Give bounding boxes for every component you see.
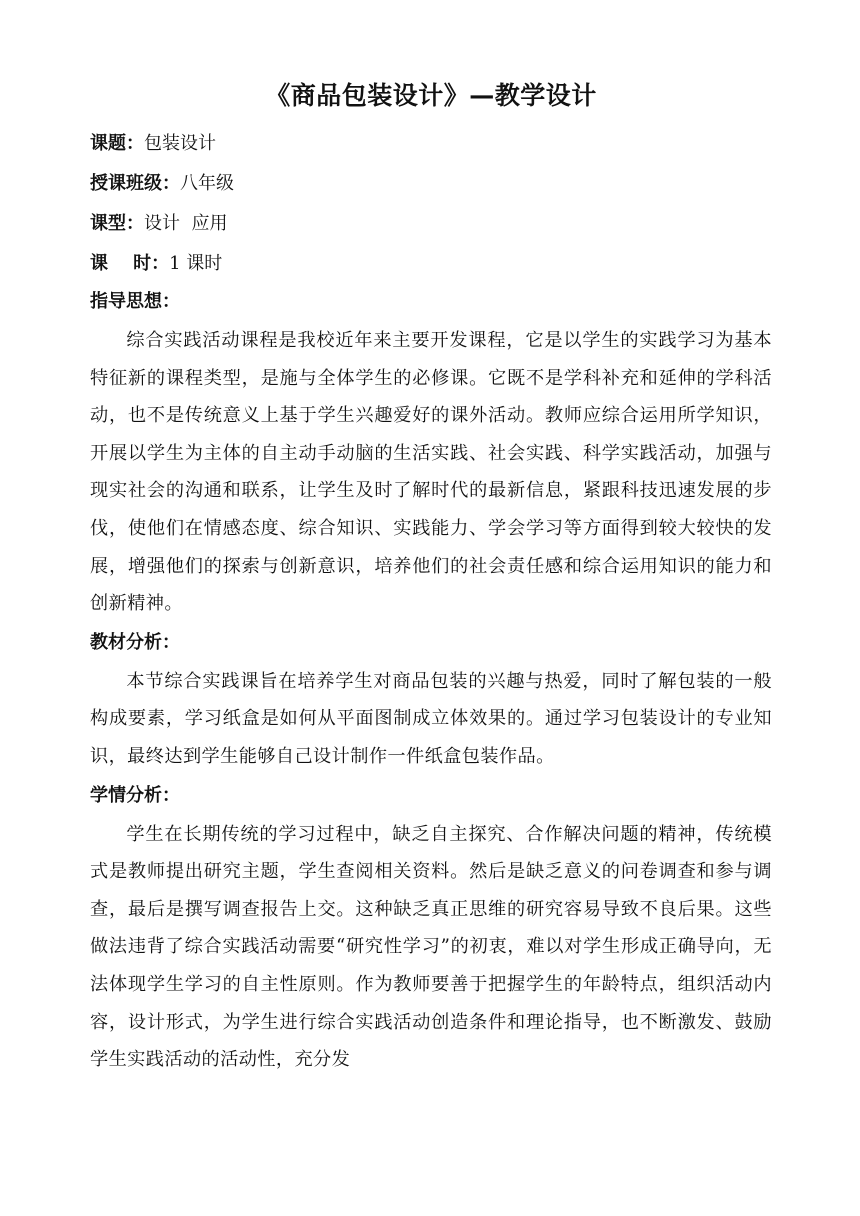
section-heading-student-analysis: 学情分析： (90, 784, 180, 806)
meta-lesson-type-value: 设计 应用 (144, 213, 228, 234)
meta-topic-label: 课题： (90, 133, 144, 154)
document-title: 《商品包装设计》—教学设计 (265, 81, 597, 110)
meta-lesson-type (90, 204, 772, 244)
meta-class-label: 授课班级： (90, 173, 180, 194)
meta-duration-value: 1 课时 (169, 253, 223, 274)
section-heading-material-analysis: 教材分析： (90, 631, 180, 653)
meta-duration-label: 课 时： (90, 253, 170, 274)
section-body-guiding-idea: 综合实践活动课程是我校近年来主要开发课程，它是以学生的实践学习为基本特征新的课程类型，是施与全体学生的必修课。它既不是学科补充和延伸的学科活动，也不是传统意义上基于学生兴趣爱好的课外活动。教师应综合运用所学知识，开展以学生为主体的自主动手动脑的生活实践、社会实践、科学实践活动，加强与现实社会的沟通和联系，让学生及时了解时代的最新信息，紧跟科技迅速发展的步伐，使他们在情感态度、综合知识、实践能力、学会学习等方面得到较大较快的发展，增强他们的探索与创新意识，培养他们的社会责任感和综合运用知识的能力和创新精神。 (90, 330, 772, 615)
document-page (90, 76, 772, 1081)
section-body-material-analysis: 本节综合实践课旨在培养学生对商品包装的兴趣与热爱，同时了解包装的一般构成要素，学习纸盒是如何从平面图制成立体效果的。通过学习包装设计的专业知识，最终达到学生能够自己设计制作一件纸盒包装作品。 (90, 670, 772, 767)
meta-duration (90, 244, 772, 284)
meta-topic (90, 124, 772, 164)
meta-class-value: 八年级 (180, 173, 234, 194)
meta-class (90, 164, 772, 204)
meta-topic-value: 包装设计 (144, 133, 216, 154)
section-body-student-analysis: 学生在长期传统的学习过程中，缺乏自主探究、合作解决问题的精神，传统模式是教师提出研究主题，学生查阅相关资料。然后是缺乏意义的问卷调查和参与调查，最后是撰写调查报告上交。这种缺乏真正思维的研究容易导致不良后果。这些做法违背了综合实践活动需要“研究性学习”的初衷，难以对学生形成正确导向，无法体现学生学习的自主性原则。作为教师要善于把握学生的年龄特点，组织活动内容，设计形式，为学生进行综合实践活动创造条件和理论指导，也不断激发、鼓励学生实践活动的活动性，充分发 (90, 823, 772, 1071)
meta-lesson-type-label: 课型： (90, 213, 144, 234)
section-heading-guiding-idea: 指导思想： (90, 291, 180, 312)
